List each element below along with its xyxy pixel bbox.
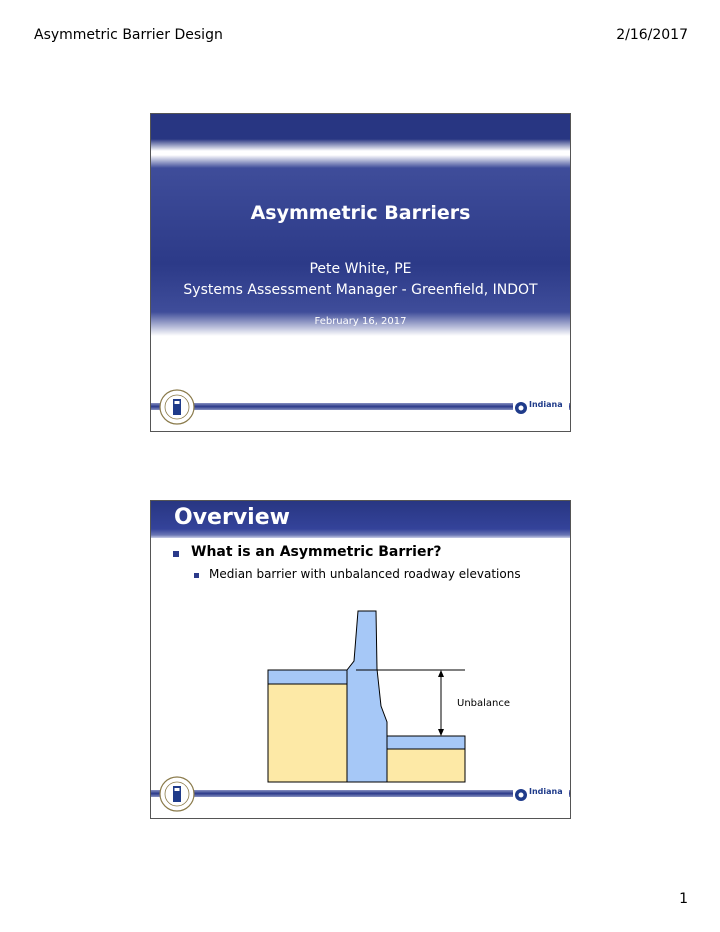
presenter-role: Systems Assessment Manager - Greenfield, INDOT	[183, 282, 538, 298]
indiana-logo	[513, 786, 569, 804]
unbalance-label: Unbalance	[457, 698, 511, 709]
presenter-name: Pete White, PE	[309, 261, 412, 277]
footer-band	[151, 403, 570, 410]
indiana-logo-text: Indiana	[529, 400, 563, 409]
indiana-gear-icon	[514, 400, 528, 416]
barrier-diagram	[151, 501, 571, 819]
indiana-logo-text: Indiana	[529, 787, 563, 796]
footer-band	[151, 790, 570, 797]
page-number: 1	[679, 891, 688, 907]
presentation-date: February 16, 2017	[314, 316, 407, 327]
slide-1-title: Asymmetric Barriers	[250, 202, 471, 224]
indot-seal-icon	[159, 776, 195, 812]
indiana-gear-icon	[514, 787, 528, 803]
document-title: Asymmetric Barrier Design	[34, 27, 223, 43]
slide-1	[150, 113, 571, 432]
bullet-item-1: What is an Asymmetric Barrier?	[191, 544, 442, 560]
indiana-logo	[513, 399, 569, 417]
bullet-item-2: Median barrier with unbalanced roadway elevations	[209, 567, 521, 581]
document-date: 2/16/2017	[616, 27, 688, 43]
slide-2	[150, 500, 571, 819]
slide-2-title: Overview	[174, 505, 290, 530]
indot-seal-icon	[159, 389, 195, 425]
